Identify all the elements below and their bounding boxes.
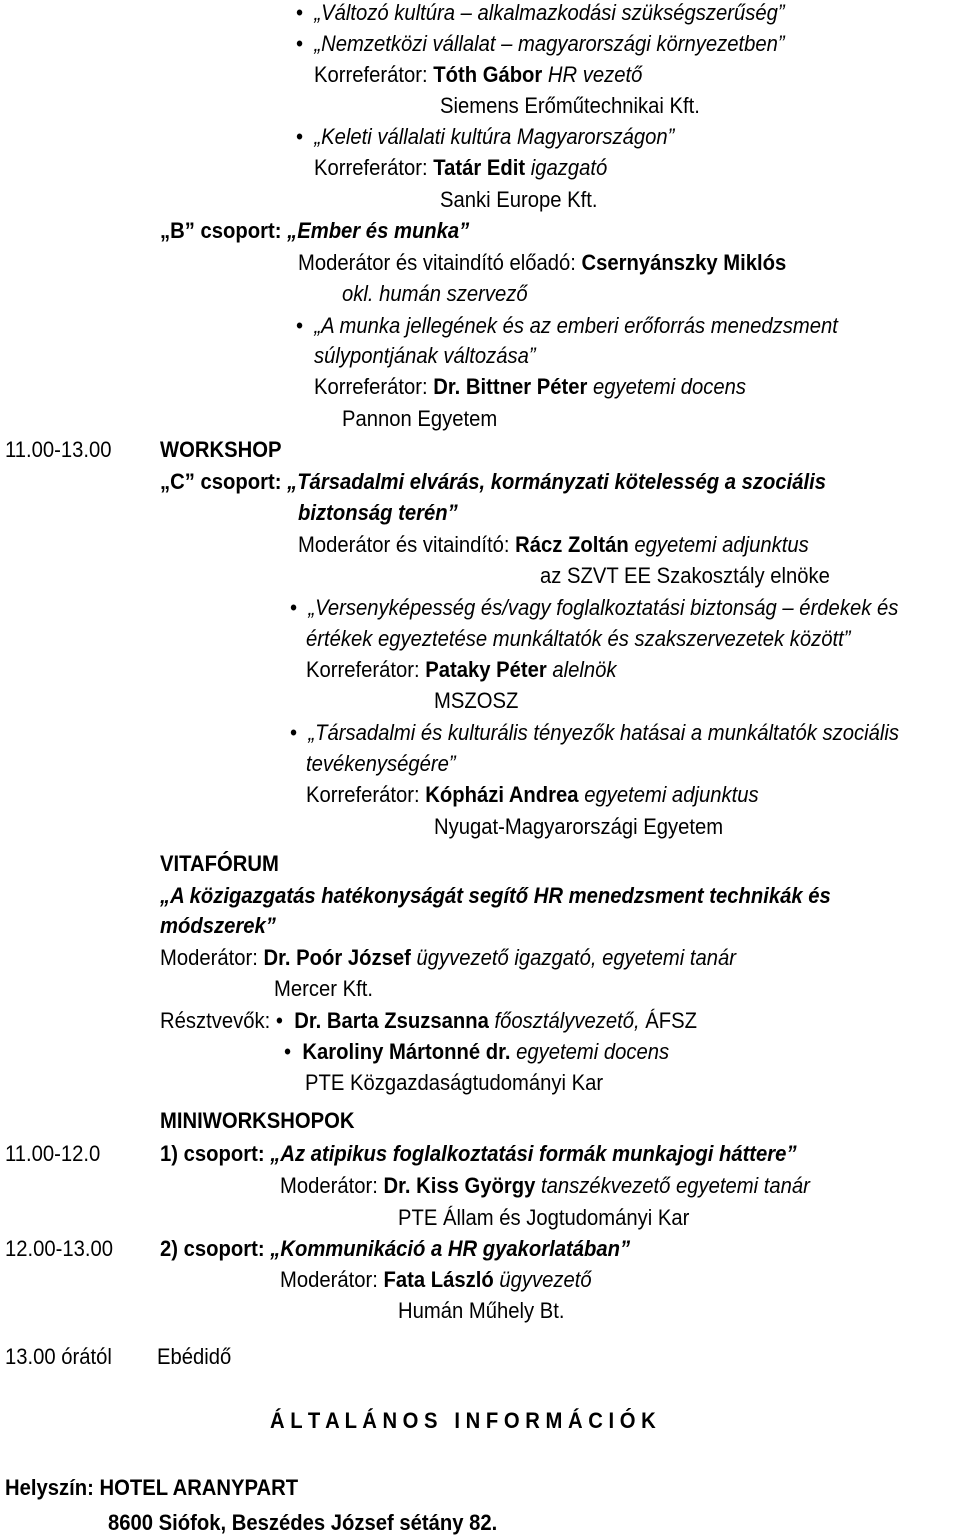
topic-title: „Nemzetközi vállalat – magyarországi környezetben” (314, 31, 785, 56)
topic-title: „Változó kultúra – alkalmazkodási szükségszerűség” (314, 0, 785, 25)
section-label: MINIWORKSHOPOK (160, 1108, 355, 1133)
bullet-item (290, 720, 899, 746)
coreferee-line: Korreferátor: Pataky Péter alelnök (306, 657, 617, 682)
topic-title: „Keleti vállalati kultúra Magyarországon” (314, 124, 675, 149)
topic-title-cont: értékek egyeztetése munkáltatók és szakszervezetek között” (306, 626, 851, 651)
general-info-heading: Á L T A L Á N O S I N F O R M Á C I Ó K (270, 1408, 656, 1433)
time-slot: 11.00-13.00 (5, 437, 112, 462)
coreferee-line: Korreferátor: Tatár Edit igazgató (314, 155, 608, 180)
bullet-icon: • (296, 0, 304, 25)
section-label: VITAFÓRUM (160, 851, 279, 876)
moderator-name: Fata László (383, 1267, 494, 1292)
topic-title: „Versenyképesség és/vagy foglalkoztatási biztonság – érdekek és (308, 595, 899, 620)
forum-title-cont: módszerek” (160, 913, 276, 938)
participants-line: Résztvevők: • Dr. Barta Zsuzsanna főosztályvezető, ÁFSZ (160, 1008, 697, 1033)
organization: Mercer Kft. (274, 976, 373, 1001)
moderator-name: Rácz Zoltán (515, 532, 629, 557)
moderator-name: Csernyánszky Miklós (581, 250, 787, 275)
bullet-icon: • (296, 313, 304, 338)
moderator-line: Moderátor: Fata László ügyvezető (280, 1267, 592, 1292)
bullet-item (296, 313, 838, 339)
coreferee-name: Kópházi Andrea (425, 782, 579, 807)
organization: MSZOSZ (434, 688, 519, 713)
coreferee-role: egyetemi docens (587, 374, 746, 399)
group-heading: „C” csoport: „Társadalmi elvárás, kormányzati kötelesség a szociális (160, 469, 826, 494)
organization: Nyugat-Magyarországi Egyetem (434, 814, 724, 839)
coreferee-role: egyetemi adjunktus (578, 782, 759, 807)
coreferee-line: Korreferátor: Kópházi Andrea egyetemi adjunktus (306, 782, 759, 807)
bullet-icon: • (296, 31, 304, 56)
topic-title: „Társadalmi és kulturális tényezők hatásai a munkáltatók szociális (308, 720, 899, 745)
coreferee-name: Pataky Péter (425, 657, 547, 682)
address-line: 8600 Siófok, Beszédes József sétány 82. (108, 1510, 498, 1535)
group-title: „Az atipikus foglalkoztatási formák munkajogi háttere” (270, 1141, 797, 1166)
moderator-name: Dr. Kiss György (383, 1173, 536, 1198)
group-heading: „B” csoport: „Ember és munka” (160, 218, 470, 243)
topic-title-cont: súlypontjának változása” (314, 343, 536, 368)
organization: PTE Állam és Jogtudományi Kar (398, 1205, 690, 1230)
moderator-line: Moderátor: Dr. Kiss György tanszékvezető egyetemi tanár (280, 1173, 810, 1198)
bullet-item (290, 595, 898, 621)
group-heading: 1) csoport: „Az atipikus foglalkoztatási formák munkajogi háttere” (160, 1141, 797, 1166)
organization: Siemens Erőműtechnikai Kft. (440, 93, 700, 118)
participant-line (284, 1039, 669, 1065)
participant-role: egyetemi docens (510, 1039, 670, 1064)
bullet-item (296, 124, 674, 150)
group-title-cont: biztonság terén” (298, 500, 458, 525)
bullet-item (296, 31, 785, 57)
organization: Sanki Europe Kft. (440, 187, 598, 212)
coreferee-role: alelnök (546, 657, 617, 682)
time-slot: 13.00 órától (5, 1344, 112, 1369)
group-title: „Kommunikáció a HR gyakorlatában” (270, 1236, 631, 1261)
topic-title-cont: tevékenységére” (306, 751, 456, 776)
moderator-name: Dr. Poór József (263, 945, 411, 970)
participant-name: Karoliny Mártonné dr. (302, 1039, 511, 1064)
bullet-icon: • (290, 720, 298, 745)
coreferee-name: Dr. Bittner Péter (433, 374, 588, 399)
group-title: „Társadalmi elvárás, kormányzati kötelesség a szociális (287, 469, 826, 494)
bullet-icon: • (284, 1039, 292, 1064)
coreferee-role: HR vezető (542, 62, 643, 87)
venue-line: Helyszín: HOTEL ARANYPART (5, 1475, 299, 1500)
organization: Humán Műhely Bt. (398, 1298, 565, 1323)
participant-name: Dr. Barta Zsuzsanna (294, 1008, 489, 1033)
bullet-icon: • (290, 595, 298, 620)
organization: az SZVT EE Szakosztály elnöke (540, 563, 830, 588)
bullet-item (296, 0, 785, 26)
bullet-icon: • (275, 1008, 283, 1033)
lunch-label: Ebédidő (157, 1344, 232, 1369)
participant-role: főosztályvezető, (488, 1008, 640, 1033)
moderator-line: Moderátor: Dr. Poór József ügyvezető igazgató, egyetemi tanár (160, 945, 737, 970)
coreferee-role: igazgató (525, 155, 608, 180)
coreferee-name: Tatár Edit (433, 155, 526, 180)
time-slot: 11.00-12.0 (5, 1141, 101, 1166)
participant-org: ÁFSZ (639, 1008, 697, 1033)
moderator-line: Moderátor és vitaindító: Rácz Zoltán egyetemi adjunktus (298, 532, 809, 557)
moderator-role: ügyvezető (493, 1267, 592, 1292)
bullet-icon: • (296, 124, 304, 149)
group-title: „Ember és munka” (287, 218, 470, 243)
organization: Pannon Egyetem (342, 406, 498, 431)
moderator-line: Moderátor és vitaindító előadó: Csernyánszky Miklós (298, 250, 787, 275)
topic-title: „A munka jellegének és az emberi erőforrás menedzsment (314, 313, 838, 338)
coreferee-name: Tóth Gábor (433, 62, 543, 87)
moderator-role: tanszékvezető egyetemi tanár (535, 1173, 810, 1198)
moderator-role: egyetemi adjunktus (628, 532, 809, 557)
section-label: WORKSHOP (160, 437, 282, 462)
organization: PTE Közgazdaságtudományi Kar (305, 1070, 604, 1095)
moderator-role: okl. humán szervező (342, 281, 528, 306)
time-slot: 12.00-13.00 (5, 1236, 114, 1261)
coreferee-line: Korreferátor: Dr. Bittner Péter egyetemi docens (314, 374, 746, 399)
forum-title: „A közigazgatás hatékonyságát segítő HR menedzsment technikák és (160, 883, 831, 908)
coreferee-line: Korreferátor: Tóth Gábor HR vezető (314, 62, 643, 87)
group-heading: 2) csoport: „Kommunikáció a HR gyakorlatában” (160, 1236, 631, 1261)
moderator-role: ügyvezető igazgató, egyetemi tanár (410, 945, 737, 970)
